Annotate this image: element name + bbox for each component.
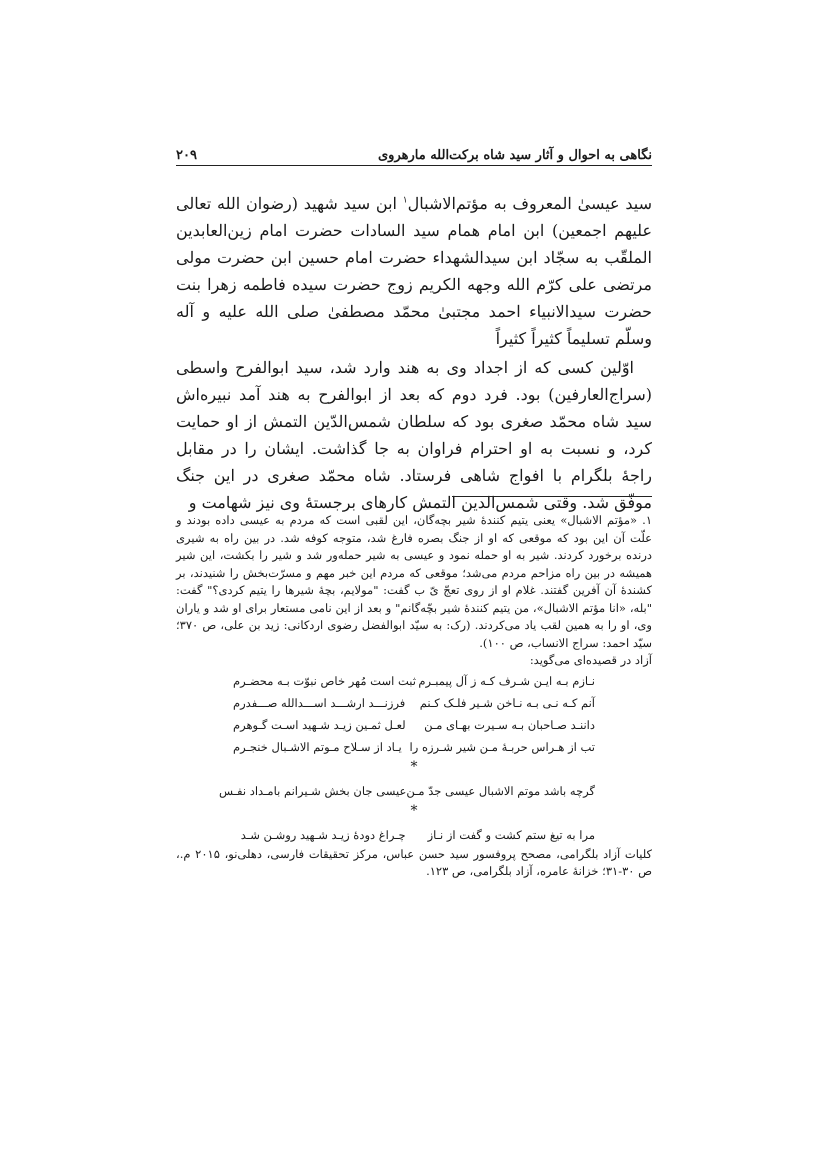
poem-verse bbox=[233, 670, 595, 692]
poem-verse bbox=[219, 780, 595, 802]
page-number: ۲۰۹ bbox=[176, 148, 197, 163]
poem-verse bbox=[233, 736, 595, 758]
footnote-source: کلیات آزاد بلگرامی، مصحح پروفسور سید حسن عباس، مرکز تحقیقات فارسی، دهلی‌نو، ۲۰۱۵ م.، ص ۳۰-۳۱؛ خزانۀ عامره، آزاد بلگرامی، ص ۱۲۳. bbox=[176, 846, 652, 878]
hemistich-second: ثبت است مُهر خاص نبوّت بـه محضـرم bbox=[233, 673, 416, 688]
poem-verse bbox=[233, 692, 595, 714]
paragraph-1 bbox=[176, 190, 652, 352]
footnote-reference: ۱ bbox=[402, 195, 408, 206]
running-title: نگاهی به احوال و آثار سید شاه برکت‌الله مارهروی bbox=[378, 148, 652, 163]
poem-intro: آزاد در قصیده‌ای می‌گوید: bbox=[529, 653, 652, 667]
hemistich-second: یـاد از سـلاح مـوتم الاشـبال خنجـرم bbox=[233, 739, 402, 754]
hemistich-first: داننـد صـاحبان بـه سـیرت بهـای مـن bbox=[424, 717, 595, 732]
hemistich-first: آنم کـه نـی بـه نـاخن شـیر فلـک کـنم bbox=[419, 695, 595, 710]
hemistich-second: لعـل ثمـین زیـد شـهید اسـت گـوهرم bbox=[233, 717, 406, 732]
paragraph-1-start: سید عیسیٰ المعروف به مؤتم‌الاشبال bbox=[407, 194, 653, 213]
footnote-area bbox=[176, 512, 652, 881]
header-rule bbox=[176, 165, 652, 166]
running-header bbox=[176, 141, 652, 163]
hemistich-first: گرچه باشد موتم الاشبال عیسی جدّ مـن bbox=[406, 783, 595, 798]
poem-final-verse: مرا به تیغ ستم کشت و گفت از نـاز چـراغ دودۀ زیـد شـهید روشـن شـد bbox=[240, 827, 595, 842]
main-text bbox=[176, 190, 652, 516]
paragraph-2: اوّلین کسی که از اجداد وی به هند وارد شد، سید ابوالفرح واسطی (سراج‌العارفین) بود. فرد دوم که بعد از ابوالفرح به هند آمد نبیره‌اش سید شاه محمّد صغری بود که سلطان شمس‌الدّین التمش از او حمایت کرد، و نسبت به او احترام فراوان به جا گذاشت. ایشان را در مقابل راجۀ بلگرام با افواج شاهی فرستاد. شاه محمّد صغری در این جنگ موفّق شد. وقتی شمس‌الدین التمش کارهای برجستۀ وی نیز شهامت و bbox=[176, 358, 653, 512]
poem bbox=[219, 670, 595, 846]
poem-separator-star: * bbox=[410, 802, 418, 819]
poem-verse bbox=[233, 714, 595, 736]
footnote-separator bbox=[452, 496, 652, 497]
page-body bbox=[176, 0, 652, 1169]
hemistich-first: نـازم بـه ایـن شـرف کـه ز آل پیمبـرم bbox=[418, 673, 595, 688]
poem-separator-star: * bbox=[410, 758, 418, 775]
hemistich-second: عیسی جان بخش شـیرانم بامـداد نفـس bbox=[219, 783, 407, 798]
poem-verse bbox=[233, 824, 595, 846]
footnote-1: ۱. «مؤتم الاشبال» یعنی یتیم کنندۀ شیر بچه‌گان، این لقبی است که مردم به عیسی داده بودند و علّت آن این بود که موقعی که او از جنگ بصره فارغ شد، متوجه کوفه شد. در بین راه به شیری درنده برخورد کردند. شیر به او حمله نمود و عیسی به شیر حمله‌ور شد و شیر را بکشت، این شیر همیشه در بین راه مزاحم مردم می‌شد؛ موقعی که مردم این خبر مهم و مسرّت‌بخش را شنیدند، بر کشندۀ آن آفرین گفتند. غلام او از روی تعجّ یّ ب گفت: "مولایم، بچۀ شیرها را یتیم کردی؟" گفت: "بله، «انا مؤتم الاشبال»، من یتیم کنندۀ شیر بچّه‌گانم" و بعد از این نامی مستعار برای او شد و یاران وی، او را به همین لقب یاد می‌کردند. (رک: به سیّد ابوالفضل رضوی اردکانی: زید بن علی، ص ۳۷۰؛ سیّد احمد: سراج الانساب، ص ۱۰۰). bbox=[176, 513, 652, 650]
paragraph-1-rest: ابن سید شهید (رضوان الله تعالی علیهم اجمعین) ابن امام همام سید السادات حضرت امام زین‌العابدین الملقّب به سجّاد ابن سیدالشهداء حضرت امام حسین ابن حضرت مولی مرتضی علی کرّم الله وجهه الکریم زوج حضرت سیده فاطمه زهرا بنت حضرت سیدالانبیاء احمد مجتبیٰ محمّد مصطفیٰ صلی الله علیه و آله وسلّم تسلیماً کثیراً کثیراً bbox=[176, 194, 653, 348]
hemistich-first: تب از هـراس حربـۀ مـن شیر شـرزه را bbox=[409, 739, 595, 754]
hemistich-second: فرزنـــد ارشـــد اســـدالله صـــفدرم bbox=[233, 695, 406, 710]
